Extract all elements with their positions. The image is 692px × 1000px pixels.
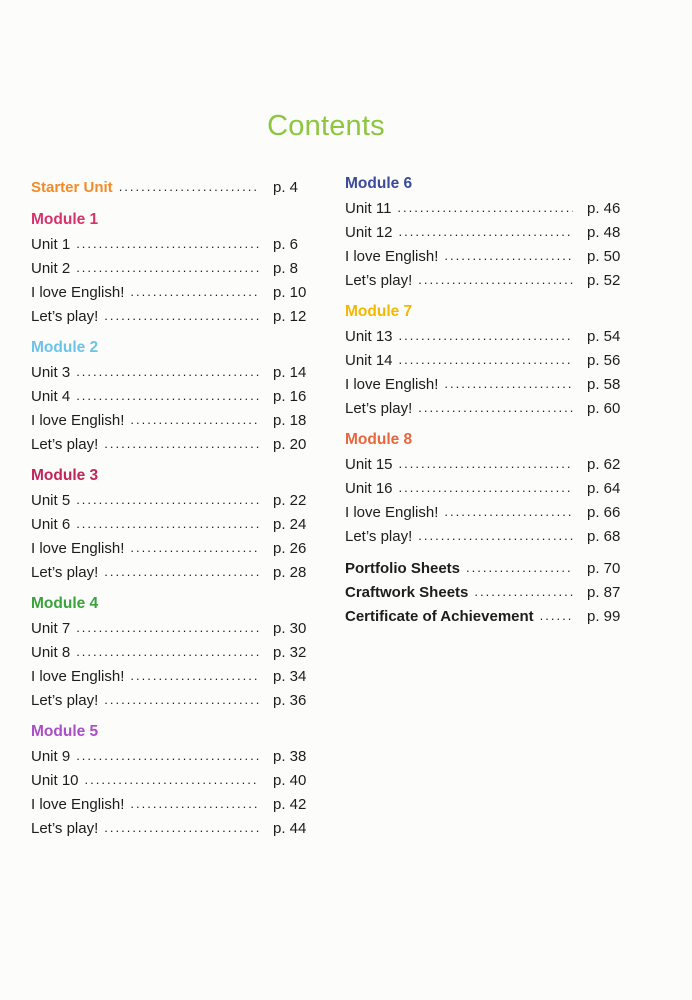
dot-leader	[399, 476, 573, 500]
entry-label: Let’s play!	[345, 272, 413, 289]
dot-leader	[104, 688, 259, 712]
entry-page: p. 28	[273, 564, 307, 581]
dot-leader	[76, 360, 259, 384]
entry-label: Unit 1	[31, 236, 71, 253]
entry-label: Unit 3	[31, 364, 71, 381]
entry-label: I love English!	[345, 504, 439, 521]
entry-label: Certificate of Achievement	[345, 608, 534, 625]
toc-entry[interactable]	[345, 349, 627, 373]
entry-page: p. 10	[273, 284, 307, 301]
dot-leader	[399, 348, 573, 372]
dot-leader	[76, 384, 259, 408]
entry-label: Unit 8	[31, 644, 71, 661]
toc-entry[interactable]	[345, 525, 627, 549]
dot-leader	[76, 744, 259, 768]
toc-entry[interactable]	[31, 433, 313, 457]
module-4-heading[interactable]: Module 4	[31, 595, 99, 612]
dot-leader	[130, 408, 259, 432]
entry-page: p. 12	[273, 308, 307, 325]
dot-leader	[399, 220, 573, 244]
entry-page: p. 70	[587, 560, 621, 577]
entry-label: Unit 2	[31, 260, 71, 277]
toc-entry[interactable]	[31, 361, 313, 385]
toc-entry-portfolio-sheets[interactable]	[345, 557, 627, 581]
dot-leader	[130, 664, 259, 688]
toc-entry[interactable]	[345, 373, 627, 397]
entry-page: p. 99	[587, 608, 621, 625]
toc-entry[interactable]	[345, 453, 627, 477]
entry-label: Portfolio Sheets	[345, 560, 461, 577]
toc-entry[interactable]	[31, 561, 313, 585]
entry-label: I love English!	[345, 376, 439, 393]
entry-page: p. 6	[273, 236, 299, 253]
contents-right-column	[345, 174, 627, 629]
toc-entry[interactable]	[31, 641, 313, 665]
entry-label: I love English!	[31, 540, 125, 557]
entry-page: p. 62	[587, 456, 621, 473]
entry-page: p. 46	[587, 200, 621, 217]
module-2-heading[interactable]: Module 2	[31, 339, 99, 356]
toc-entry[interactable]	[345, 477, 627, 501]
toc-entry[interactable]	[345, 325, 627, 349]
entry-label: Unit 9	[31, 748, 71, 765]
dot-leader	[76, 640, 259, 664]
dot-leader	[130, 536, 259, 560]
dot-leader	[104, 816, 259, 840]
entry-label: Unit 14	[345, 352, 393, 369]
entry-label: Craftwork Sheets	[345, 584, 469, 601]
toc-entry[interactable]	[345, 269, 627, 293]
toc-entry-craftwork-sheets[interactable]	[345, 581, 627, 605]
dot-leader	[444, 244, 573, 268]
dot-leader	[418, 396, 573, 420]
toc-entry[interactable]	[31, 489, 313, 513]
dot-leader	[397, 196, 573, 220]
entry-page: p. 24	[273, 516, 307, 533]
toc-entry-starter-unit[interactable]	[31, 176, 313, 200]
entry-label: Let’s play!	[31, 564, 99, 581]
dot-leader	[76, 232, 259, 256]
toc-entry-certificate[interactable]	[345, 605, 627, 629]
entry-label: Let’s play!	[31, 308, 99, 325]
toc-entry[interactable]	[31, 281, 313, 305]
toc-entry[interactable]	[345, 197, 627, 221]
toc-entry[interactable]	[345, 221, 627, 245]
module-7-heading[interactable]: Module 7	[345, 303, 413, 320]
entry-page: p. 32	[273, 644, 307, 661]
module-1-heading[interactable]: Module 1	[31, 211, 99, 228]
entry-page: p. 22	[273, 492, 307, 509]
toc-entry[interactable]	[31, 689, 313, 713]
entry-label: I love English!	[31, 412, 125, 429]
module-6-heading[interactable]: Module 6	[345, 175, 413, 192]
dot-leader	[418, 268, 573, 292]
entry-label: Unit 16	[345, 480, 393, 497]
contents-left-column	[31, 176, 313, 841]
entry-page: p. 68	[587, 528, 621, 545]
entry-page: p. 40	[273, 772, 307, 789]
entry-page: p. 56	[587, 352, 621, 369]
entry-page: p. 8	[273, 260, 299, 277]
entry-label: Starter Unit	[31, 179, 113, 196]
extra-sections	[345, 557, 627, 629]
dot-leader	[130, 792, 259, 816]
entry-label: Let’s play!	[31, 692, 99, 709]
entry-page: p. 26	[273, 540, 307, 557]
entry-label: Unit 12	[345, 224, 393, 241]
entry-page: p. 52	[587, 272, 621, 289]
toc-entry[interactable]	[31, 793, 313, 817]
toc-entry[interactable]	[31, 817, 313, 841]
toc-entry[interactable]	[31, 665, 313, 689]
entry-page: p. 30	[273, 620, 307, 637]
dot-leader	[76, 488, 259, 512]
dot-leader	[76, 256, 259, 280]
entry-label: Let’s play!	[345, 528, 413, 545]
entry-page: p. 50	[587, 248, 621, 265]
dot-leader	[399, 324, 573, 348]
entry-label: Unit 13	[345, 328, 393, 345]
toc-entry[interactable]	[345, 245, 627, 269]
dot-leader	[76, 616, 259, 640]
entry-page: p. 64	[587, 480, 621, 497]
dot-leader	[130, 280, 259, 304]
toc-entry[interactable]	[345, 501, 627, 525]
entry-page: p. 34	[273, 668, 307, 685]
module-8-heading[interactable]: Module 8	[345, 431, 413, 448]
entry-page: p. 18	[273, 412, 307, 429]
entry-page: p. 66	[587, 504, 621, 521]
entry-label: I love English!	[31, 796, 125, 813]
entry-label: Let’s play!	[31, 820, 99, 837]
entry-label: Unit 6	[31, 516, 71, 533]
entry-page: p. 54	[587, 328, 621, 345]
dot-leader	[474, 580, 573, 604]
entry-page: p. 36	[273, 692, 307, 709]
toc-entry[interactable]	[31, 513, 313, 537]
module-3-heading[interactable]: Module 3	[31, 467, 99, 484]
entry-page: p. 44	[273, 820, 307, 837]
dot-leader	[444, 372, 573, 396]
entry-page: p. 14	[273, 364, 307, 381]
dot-leader	[104, 304, 259, 328]
dot-leader	[418, 524, 573, 548]
page-title: Contents	[267, 110, 385, 142]
entry-page: p. 87	[587, 584, 621, 601]
entry-label: Unit 11	[345, 200, 392, 217]
entry-page: p. 48	[587, 224, 621, 241]
toc-entry[interactable]	[345, 397, 627, 421]
entry-page: p. 58	[587, 376, 621, 393]
toc-entry[interactable]	[31, 233, 313, 257]
toc-entry[interactable]	[31, 409, 313, 433]
entry-label: Unit 7	[31, 620, 71, 637]
entry-page: p. 42	[273, 796, 307, 813]
entry-label: Unit 4	[31, 388, 71, 405]
entry-label: Unit 15	[345, 456, 393, 473]
dot-leader	[119, 175, 259, 199]
entry-label: I love English!	[31, 668, 125, 685]
toc-entry[interactable]	[31, 745, 313, 769]
entry-page: p. 38	[273, 748, 307, 765]
entry-page: p. 20	[273, 436, 307, 453]
entry-label: Unit 10	[31, 772, 79, 789]
entry-label: Let’s play!	[345, 400, 413, 417]
toc-entry[interactable]	[31, 385, 313, 409]
dot-leader	[104, 432, 259, 456]
module-5-heading[interactable]: Module 5	[31, 723, 99, 740]
dot-leader	[76, 512, 259, 536]
toc-entry[interactable]	[31, 305, 313, 329]
dot-leader	[466, 556, 573, 580]
entry-page: p. 16	[273, 388, 307, 405]
toc-entry[interactable]	[31, 769, 313, 793]
dot-leader	[399, 452, 573, 476]
dot-leader	[104, 560, 259, 584]
entry-label: Let’s play!	[31, 436, 99, 453]
dot-leader	[85, 768, 259, 792]
entry-label: I love English!	[345, 248, 439, 265]
toc-entry[interactable]	[31, 617, 313, 641]
entry-label: Unit 5	[31, 492, 71, 509]
entry-page: p. 4	[273, 179, 299, 196]
toc-entry[interactable]	[31, 537, 313, 561]
entry-page: p. 60	[587, 400, 621, 417]
dot-leader	[444, 500, 573, 524]
entry-label: I love English!	[31, 284, 125, 301]
dot-leader	[540, 604, 573, 628]
toc-entry[interactable]	[31, 257, 313, 281]
